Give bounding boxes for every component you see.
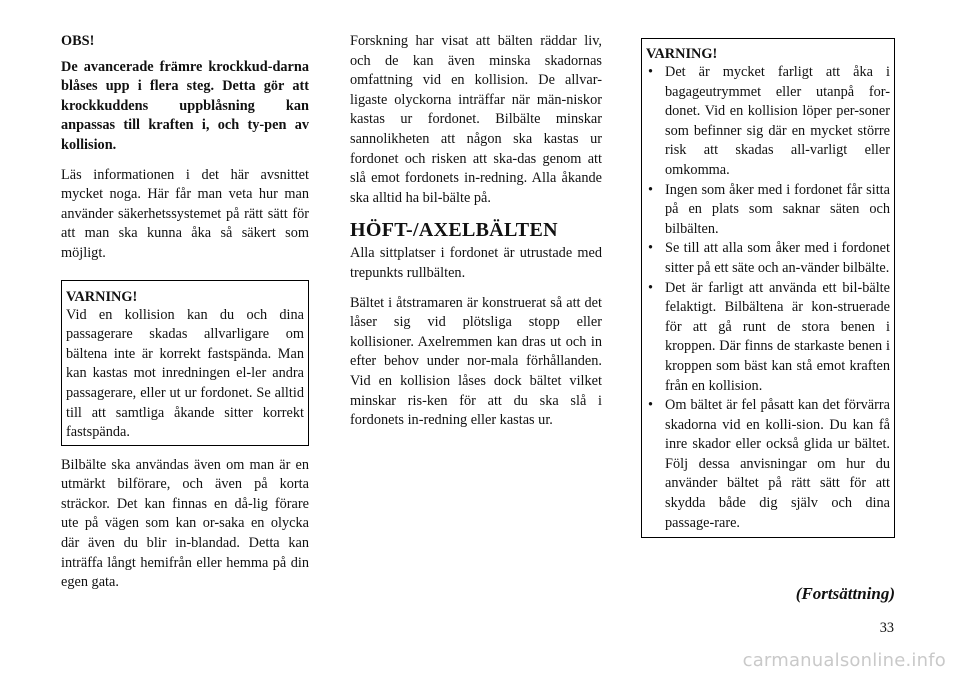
warning-box-left — [61, 280, 309, 446]
intro-paragraph: Läs informationen i det här avsnittet mycket noga. Här får man veta hur man använder säkerhetssystemet på rätt sätt för att man ska kunna åka så säkert som möjligt. — [61, 166, 309, 261]
continuation-label: (Fortsättning) — [795, 584, 895, 603]
note-text: De avancerade främre krockkud-darna blåses upp i flera steg. Detta gör att krockkuddens uppblåsning kan anpassas till kraften i, och ty-pen av kollision. — [61, 58, 309, 153]
warning-list-item: • Ingen som åker med i fordonet får sitta på en plats som saknar säten och bilbälten. — [646, 181, 890, 240]
warning-text: Vid en kollision kan du och dina passagerare skadas allvarligare om bältena inte är korrekt fastspända. Man kan kastas mot inredningen el-ler andra passagerare, eller ut ur fordonet. Se alltid till att samtliga åkande sitter korrekt fastspända. — [66, 306, 304, 441]
warning-list — [646, 63, 890, 533]
research-paragraph: Forskning har visat att bälten räddar liv, och de kan även minska skadornas omfattning vid en kollision. De allvar-ligaste olyckorna inträffar när män-niskor kastas ur fordonet. Bilbälte minskar sannolikheten att någon ska kastas ur fordonet och risken att ska-das genom att slå emot fordonets in-redning. Alla åkande ska alltid ha bil-bälte på. — [350, 33, 602, 206]
warning-box-right — [641, 38, 895, 538]
column-left — [61, 32, 309, 603]
warning-title: VARNING! — [66, 288, 138, 305]
warning-list-item: • Se till att alla som åker med i fordonet sitter på ett säte och an-vänder bilbälte. — [646, 239, 890, 278]
warning-list-item: • Det är mycket farligt att åka i bagageutrymmet eller utanpå for-donet. Vid en kollision löper per-soner som befinner sig där en mycket större risk att skadas all-varligt eller omkomma. — [646, 63, 890, 181]
warning-title: VARNING! — [646, 46, 718, 62]
column-middle — [350, 32, 602, 441]
note-title: OBS! — [61, 33, 95, 49]
seats-paragraph: Alla sittplatser i fordonet är utrustade med trepunkts rullbälten. — [350, 245, 602, 281]
warning-list-item: • Det är farligt att använda ett bil-bälte felaktigt. Bilbältena är kon-struerade för att gå runt de stora benen i kroppen. Där finns de starkaste benen i kroppen som bäst kan stå emot kraften från en kollision. — [646, 279, 890, 397]
section-heading: HÖFT-/AXELBÄLTEN — [350, 219, 558, 242]
page-number: 33 — [879, 620, 894, 636]
warning-list-item: • Om bältet är fel påsatt kan det förvärra skadorna vid en kolli-sion. Du kan få inre skador eller också glida ur bältet. Följ dessa anvisningar om hur du använder bältet på rätt sätt för att skydda både dig själv och dina passage-rare. — [646, 396, 890, 533]
watermark: carmanualsonline.info — [742, 650, 946, 671]
seatbelt-paragraph: Bilbälte ska användas även om man är en utmärkt bilförare, och även på korta sträckor. Det kan finnas en då-lig förare ute på vägen som kan or-saka en olycka där även du blir in-blandad. Detta kan inträffa långt hemifrån eller hemma på din egen gata. — [61, 456, 309, 591]
retractor-paragraph: Bältet i åtstramaren är konstruerat så att det låser sig vid plötsliga stopp eller kollisioner. Axelremmen kan dras ut och in efter behov under nor-mala förhållanden. Vid en kollision låses dock bältet vilket minskar ris-ken för att du ska slå i fordonets in-redning eller kastas ur. — [350, 294, 602, 429]
column-right — [641, 38, 895, 538]
